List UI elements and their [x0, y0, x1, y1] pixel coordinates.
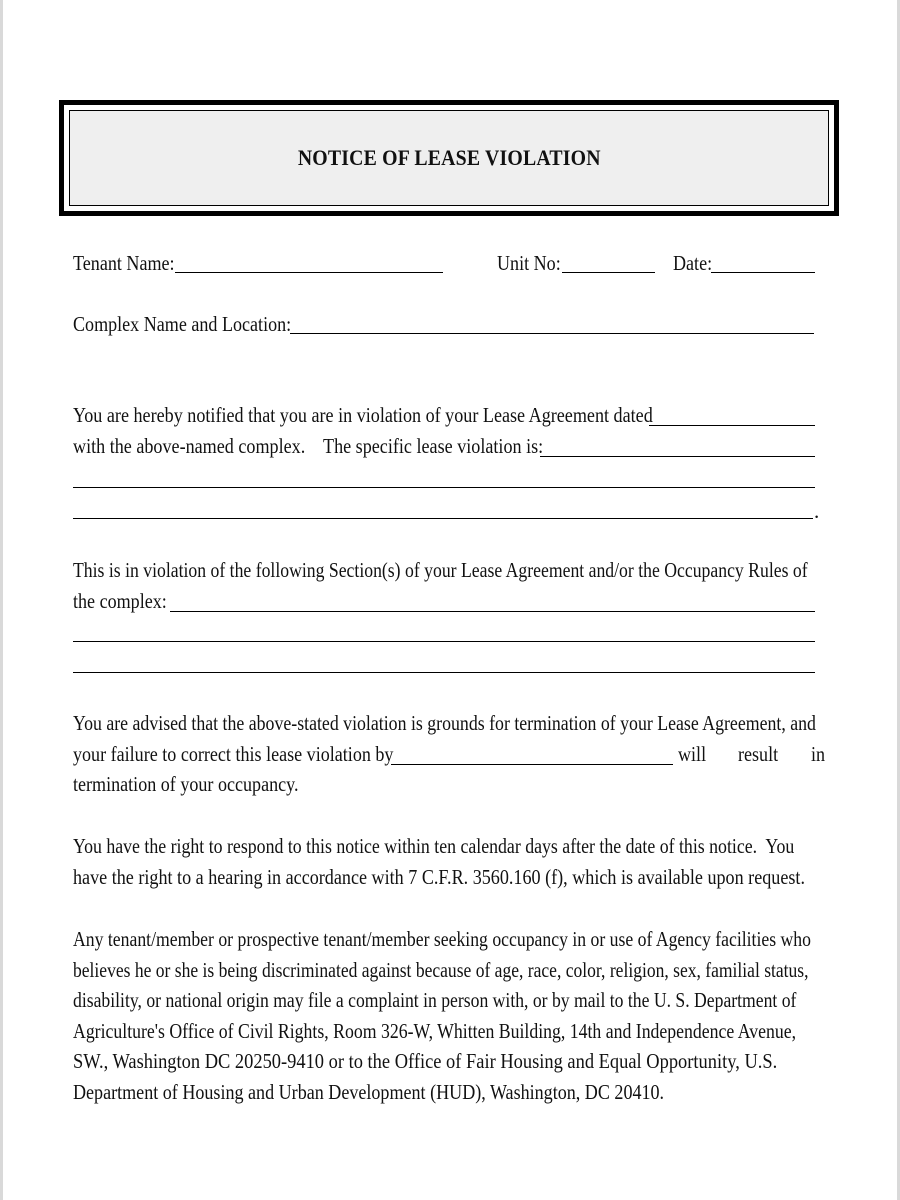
rights-line-1: You have the right to respond to this notice within ten calendar days after the date of this notice. You [73, 834, 795, 858]
sections-paragraph [73, 555, 825, 616]
discrimination-paragraph [73, 924, 825, 1107]
notice-line-1: You are hereby notified that you are in violation of your Lease Agreement dated [73, 403, 653, 427]
unit-no-label: Unit No: [497, 251, 561, 275]
discrimination-line-5: SW., Washington DC 20250-9410 or to the Office of Fair Housing and Equal Opportunity, U.S. [73, 1049, 778, 1073]
discrimination-line-6: Department of Housing and Urban Development (HUD), Washington, DC 20410. [73, 1079, 665, 1104]
discrimination-line-2: believes he or she is being discriminated against because of age, race, color, religion, sex, familial status, [73, 957, 809, 982]
notice-line-2: with the above-named complex. The specific lease violation is: [73, 433, 544, 458]
rights-paragraph [73, 831, 825, 892]
unit-no-field[interactable] [562, 272, 655, 273]
advised-word-will: will [678, 741, 707, 766]
complex-label: Complex Name and Location: [73, 312, 292, 336]
title-box [59, 100, 839, 216]
sections-line-2: the complex: [73, 588, 167, 613]
sections-field[interactable] [170, 611, 815, 612]
discrimination-line-1: Any tenant/member or prospective tenant/member seeking occupancy in or use of Agency facilities who [73, 927, 811, 951]
advised-line-2: your failure to correct this lease violation by [73, 741, 394, 766]
sections-line-4[interactable] [73, 672, 815, 673]
complex-row [73, 309, 825, 339]
notice-paragraph [73, 400, 825, 461]
sections-line-3[interactable] [73, 641, 815, 642]
discrimination-line-3: disability, or national origin may file a complaint in person with, or by mail to the U. S. Department of [73, 988, 797, 1012]
advised-word-result: result [738, 741, 779, 766]
date-field[interactable] [711, 272, 815, 273]
sections-line-1: This is in violation of the following Section(s) of your Lease Agreement and/or the Occupancy Rules of [73, 558, 808, 582]
violation-line-3[interactable] [73, 518, 813, 519]
discrimination-line-4: Agriculture's Office of Civil Rights, Room 326-W, Whitten Building, 14th and Independence Avenue, [73, 1018, 797, 1043]
page-edge-left [0, 0, 3, 1200]
advised-word-in: in [811, 741, 826, 766]
correction-date-field[interactable] [391, 764, 673, 765]
lease-date-field[interactable] [649, 425, 815, 426]
advised-line-3: termination of your occupancy. [73, 772, 299, 796]
tenant-info-row [73, 248, 825, 278]
advised-line-1: You are advised that the above-stated violation is grounds for termination of your Lease Agreement, and [73, 711, 816, 735]
title-inner-frame [69, 110, 829, 206]
rights-line-2: have the right to a hearing in accordance with 7 C.F.R. 3560.160 (f), which is available upon request. [73, 864, 805, 889]
tenant-name-label: Tenant Name: [73, 251, 175, 275]
violation-end-period: . [814, 499, 820, 523]
advised-paragraph [73, 708, 825, 800]
tenant-name-field[interactable] [175, 272, 443, 273]
violation-field[interactable] [540, 456, 815, 457]
violation-line-2[interactable] [73, 487, 815, 488]
date-label: Date: [673, 251, 713, 275]
page-title: NOTICE OF LEASE VIOLATION [297, 145, 601, 170]
complex-field[interactable] [290, 333, 814, 334]
